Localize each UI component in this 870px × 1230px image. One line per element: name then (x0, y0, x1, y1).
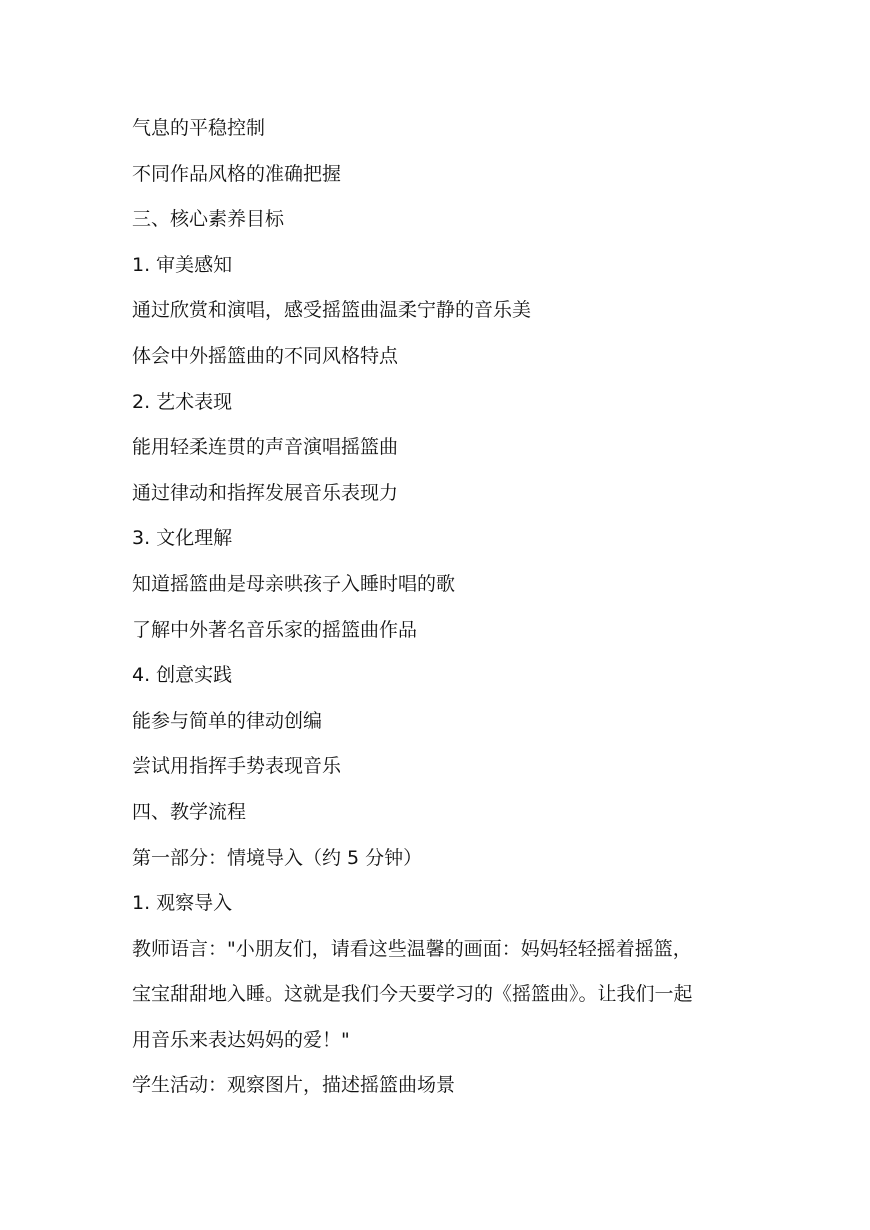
section-heading: 四、教学流程 (132, 800, 247, 823)
teacher-speech-line: 用音乐来表达妈妈的爱！" (132, 1028, 350, 1051)
text-line: 能用轻柔连贯的声音演唱摇篮曲 (132, 436, 399, 459)
text-line: 通过欣赏和演唱，感受摇篮曲温柔宁静的音乐美 (132, 299, 532, 322)
teacher-speech-line: 教师语言："小朋友们，请看这些温馨的画面：妈妈轻轻摇着摇篮， (132, 937, 692, 960)
subsection-heading: 2. 艺术表现 (132, 390, 233, 413)
text-line: 通过律动和指挥发展音乐表现力 (132, 481, 399, 504)
subsection-heading: 1. 观察导入 (132, 892, 233, 915)
teacher-speech-line: 宝宝甜甜地入睡。这就是我们今天要学习的《摇篮曲》。让我们一起 (132, 983, 693, 1006)
subsection-heading: 3. 文化理解 (132, 527, 233, 550)
text-line: 知道摇篮曲是母亲哄孩子入睡时唱的歌 (132, 572, 456, 595)
subsection-heading: 1. 审美感知 (132, 253, 233, 276)
document-body (132, 113, 752, 1116)
text-line: 体会中外摇篮曲的不同风格特点 (132, 344, 399, 367)
subsection-heading: 4. 创意实践 (132, 664, 233, 687)
student-activity: 学生活动：观察图片，描述摇篮曲场景 (132, 1074, 456, 1097)
text-line: 能参与简单的律动创编 (132, 709, 323, 732)
section-heading: 三、核心素养目标 (132, 208, 285, 231)
text-line: 气息的平稳控制 (132, 117, 266, 139)
part-heading: 第一部分：情境导入（约 5 分钟） (132, 846, 423, 869)
text-line: 不同作品风格的准确把握 (132, 162, 342, 185)
text-line: 尝试用指挥手势表现音乐 (132, 755, 342, 778)
text-line: 了解中外著名音乐家的摇篮曲作品 (132, 618, 418, 641)
